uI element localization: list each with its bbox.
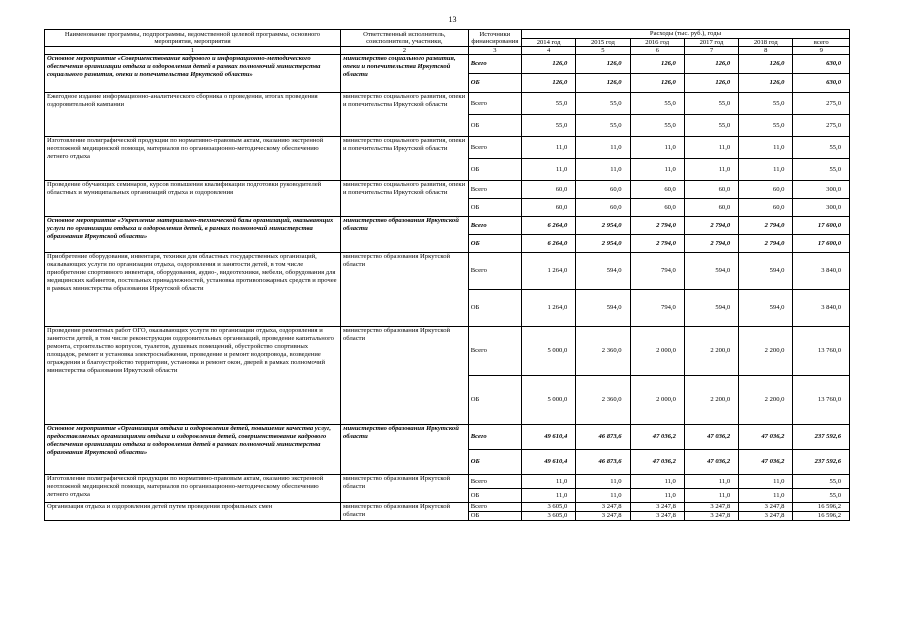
main-activity-name: Основное мероприятие «Организация отдыха и оздоровления детей, повышение качества услуг, предоставляемых организациями отдыха и оздоровления детей, совершенствование кадрового обеспечения организации отдыха и оздоровления детей в рамках полномочий министерства образования Иркутской области»: [45, 425, 341, 475]
funding-source-cell: Всего: [468, 503, 521, 512]
year-value-cell: 11,0: [521, 489, 575, 503]
year-value-cell: 2 794,0: [630, 217, 684, 235]
year-value-cell: 55,0: [521, 93, 575, 115]
funding-source-cell: Всего: [468, 217, 521, 235]
year-value-cell: 60,0: [739, 181, 793, 199]
year-value-cell: 55,0: [630, 115, 684, 137]
funding-source-cell: Всего: [468, 93, 521, 115]
year-value-cell: 1 264,0: [521, 253, 575, 290]
year-value-cell: 594,0: [739, 253, 793, 290]
year-value-cell: 3 247,8: [576, 512, 630, 521]
year-value-cell: 60,0: [630, 199, 684, 217]
year-value-cell: 60,0: [684, 199, 738, 217]
executor-cell: министерство социального развития, опеки и попечительства Иркутской области: [340, 137, 468, 181]
year-value-cell: 2 360,0: [576, 327, 630, 376]
year-value-cell: 126,0: [684, 74, 738, 93]
table-row: [45, 55, 850, 74]
year-value-cell: 2 200,0: [739, 327, 793, 376]
funding-source-cell: ОБ: [468, 512, 521, 521]
column-number: 1: [45, 47, 341, 55]
total-cell: 13 760,0: [793, 376, 850, 425]
header-year: 2016 год: [630, 38, 684, 47]
year-value-cell: 11,0: [576, 137, 630, 159]
table-row: [45, 503, 850, 512]
total-cell: 17 600,0: [793, 235, 850, 253]
year-value-cell: 11,0: [739, 137, 793, 159]
year-value-cell: 2 794,0: [739, 217, 793, 235]
year-value-cell: 2 200,0: [684, 376, 738, 425]
year-value-cell: 3 247,8: [630, 512, 684, 521]
year-value-cell: 60,0: [521, 199, 575, 217]
total-cell: 300,0: [793, 199, 850, 217]
total-cell: 3 840,0: [793, 253, 850, 290]
activity-name: Проведение обучающих семинаров, курсов повышения квалификации подготовки руководителей областных и муниципальных организаций отдыха и оздоровления: [45, 181, 341, 217]
total-cell: 630,0: [793, 74, 850, 93]
expenses-table: [44, 29, 850, 521]
year-value-cell: 11,0: [576, 159, 630, 181]
year-value-cell: 3 247,8: [630, 503, 684, 512]
column-number: 2: [340, 47, 468, 55]
year-value-cell: 3 247,8: [684, 512, 738, 521]
funding-source-cell: Всего: [468, 327, 521, 376]
executor-cell: министерство образования Иркутской области: [340, 217, 468, 253]
year-value-cell: 594,0: [684, 290, 738, 327]
year-value-cell: 55,0: [684, 115, 738, 137]
year-value-cell: 47 036,2: [739, 450, 793, 475]
year-value-cell: 55,0: [576, 115, 630, 137]
year-value-cell: 11,0: [630, 489, 684, 503]
total-cell: 17 600,0: [793, 217, 850, 235]
year-value-cell: 11,0: [521, 159, 575, 181]
year-value-cell: 11,0: [521, 137, 575, 159]
executor-cell: министерство образования Иркутской области: [340, 253, 468, 327]
funding-source-cell: ОБ: [468, 159, 521, 181]
funding-source-cell: ОБ: [468, 74, 521, 93]
table-row: [45, 475, 850, 489]
year-value-cell: 126,0: [739, 74, 793, 93]
total-cell: 275,0: [793, 115, 850, 137]
year-value-cell: 126,0: [630, 74, 684, 93]
year-value-cell: 2 000,0: [630, 376, 684, 425]
total-cell: 55,0: [793, 137, 850, 159]
activity-name: Изготовление полиграфической продукции по нормативно-правовым актам, оказанию экстренной неотложной медицинской помощи, материалов по организационно-методическому обеспечению летнего отдыха: [45, 475, 341, 503]
executor-cell: министерство образования Иркутской области: [340, 503, 468, 521]
column-number: 9: [793, 47, 850, 55]
year-value-cell: 1 264,0: [521, 290, 575, 327]
column-number: 8: [739, 47, 793, 55]
year-value-cell: 2 794,0: [630, 235, 684, 253]
year-value-cell: 55,0: [630, 93, 684, 115]
year-value-cell: 2 200,0: [739, 376, 793, 425]
year-value-cell: 3 247,8: [739, 512, 793, 521]
year-value-cell: 126,0: [684, 55, 738, 74]
total-cell: 16 596,2: [793, 512, 850, 521]
funding-source-cell: Всего: [468, 55, 521, 74]
year-value-cell: 11,0: [739, 489, 793, 503]
year-value-cell: 11,0: [576, 489, 630, 503]
year-value-cell: 6 264,0: [521, 235, 575, 253]
year-value-cell: 11,0: [630, 159, 684, 181]
year-value-cell: 2 954,0: [576, 235, 630, 253]
year-value-cell: 11,0: [630, 137, 684, 159]
executor-cell: министерство социального развития, опеки и попечительства Иркутской области: [340, 181, 468, 217]
activity-name: Изготовление полиграфической продукции по нормативно-правовым актам, оказанию экстренной неотложной медицинской помощи, материалов по организационно-методическому обеспечению летнего отдыха: [45, 137, 341, 181]
year-value-cell: 126,0: [576, 74, 630, 93]
year-value-cell: 46 873,6: [576, 450, 630, 475]
year-value-cell: 794,0: [630, 253, 684, 290]
year-value-cell: 2 954,0: [576, 217, 630, 235]
executor-cell: министерство образования Иркутской области: [340, 327, 468, 425]
year-value-cell: 126,0: [576, 55, 630, 74]
total-cell: 55,0: [793, 475, 850, 489]
header-year: 2018 год: [739, 38, 793, 47]
column-number: 4: [521, 47, 575, 55]
year-value-cell: 11,0: [630, 475, 684, 489]
year-value-cell: 47 036,2: [630, 425, 684, 450]
column-number: 3: [468, 47, 521, 55]
year-value-cell: 2 200,0: [684, 327, 738, 376]
table-row: [45, 93, 850, 115]
year-value-cell: 11,0: [684, 475, 738, 489]
executor-cell: министерство образования Иркутской области: [340, 425, 468, 475]
year-value-cell: 47 036,2: [684, 425, 738, 450]
year-value-cell: 5 000,0: [521, 376, 575, 425]
funding-source-cell: Всего: [468, 253, 521, 290]
year-value-cell: 2 000,0: [630, 327, 684, 376]
year-value-cell: 5 000,0: [521, 327, 575, 376]
total-cell: 55,0: [793, 489, 850, 503]
header-total: всего: [793, 38, 850, 47]
year-value-cell: 55,0: [576, 93, 630, 115]
table-row: [45, 217, 850, 235]
year-value-cell: 594,0: [576, 290, 630, 327]
year-value-cell: 594,0: [684, 253, 738, 290]
year-value-cell: 55,0: [684, 93, 738, 115]
year-value-cell: 594,0: [576, 253, 630, 290]
year-value-cell: 3 605,0: [521, 503, 575, 512]
page-number: 13: [448, 15, 457, 24]
funding-source-cell: ОБ: [468, 115, 521, 137]
executor-cell: министерство социального развития, опеки и попечительства Иркутской области: [340, 93, 468, 137]
funding-source-cell: Всего: [468, 475, 521, 489]
year-value-cell: 11,0: [684, 137, 738, 159]
funding-source-cell: ОБ: [468, 376, 521, 425]
year-value-cell: 3 247,8: [576, 503, 630, 512]
total-cell: 237 592,6: [793, 425, 850, 450]
table-row: [45, 253, 850, 290]
year-value-cell: 60,0: [684, 181, 738, 199]
table-row: [45, 137, 850, 159]
year-value-cell: 49 610,4: [521, 425, 575, 450]
year-value-cell: 60,0: [739, 199, 793, 217]
year-value-cell: 47 036,2: [739, 425, 793, 450]
funding-source-cell: ОБ: [468, 199, 521, 217]
table-row: [45, 327, 850, 376]
column-number: 7: [684, 47, 738, 55]
executor-cell: министерство образования Иркутской области: [340, 475, 468, 503]
year-value-cell: 49 610,4: [521, 450, 575, 475]
column-number: 5: [576, 47, 630, 55]
main-activity-name: Основное мероприятие «Укрепление материально-технической базы организаций, оказывающих услуги по организации отдыха и оздоровления детей, в рамках полномочий министерства образования Иркутской области»: [45, 217, 341, 253]
total-cell: 55,0: [793, 159, 850, 181]
year-value-cell: 60,0: [576, 181, 630, 199]
year-value-cell: 2 360,0: [576, 376, 630, 425]
year-value-cell: 11,0: [576, 475, 630, 489]
total-cell: 237 592,6: [793, 450, 850, 475]
year-value-cell: 11,0: [684, 159, 738, 181]
funding-source-cell: ОБ: [468, 290, 521, 327]
total-cell: 630,0: [793, 55, 850, 74]
activity-name: Ежегодное издание информационно-аналитического сборника о проведении, итогах проведения оздоровительной кампании: [45, 93, 341, 137]
year-value-cell: 11,0: [739, 159, 793, 181]
year-value-cell: 60,0: [521, 181, 575, 199]
total-cell: 3 840,0: [793, 290, 850, 327]
year-value-cell: 2 794,0: [739, 235, 793, 253]
year-value-cell: 6 264,0: [521, 217, 575, 235]
total-cell: 16 596,2: [793, 503, 850, 512]
year-value-cell: 2 794,0: [684, 235, 738, 253]
year-value-cell: 11,0: [521, 475, 575, 489]
year-value-cell: 55,0: [739, 93, 793, 115]
total-cell: 275,0: [793, 93, 850, 115]
year-value-cell: 794,0: [630, 290, 684, 327]
year-value-cell: 2 794,0: [684, 217, 738, 235]
header-year: 2014 год: [521, 38, 575, 47]
year-value-cell: 47 036,2: [630, 450, 684, 475]
year-value-cell: 126,0: [521, 55, 575, 74]
year-value-cell: 3 247,8: [684, 503, 738, 512]
executor-cell: министерство социального развития, опеки и попечительства Иркутской области: [340, 55, 468, 93]
table-row: [45, 425, 850, 450]
funding-source-cell: Всего: [468, 181, 521, 199]
main-activity-name: Основное мероприятие «Совершенствование кадрового и информационно-методического обеспечения организации отдыха и оздоровления детей в рамках полномочий министерства социального развития, опеки и попечительства Иркутской области»: [45, 55, 341, 93]
funding-source-cell: ОБ: [468, 235, 521, 253]
year-value-cell: 594,0: [739, 290, 793, 327]
year-value-cell: 126,0: [739, 55, 793, 74]
table-body: [45, 55, 850, 521]
activity-name: Проведение ремонтных работ ОГО, оказывающих услуги по организации отдыха, оздоровления и занятости детей, в том числе реконструкция оздоровительных организаций, проведение капитального ремонта, строительство корпусов, туалетов, душевых помещений, обустройство спортивных площадок, ремонт и установка электроснабжения, проведение и ремонт водопровода, возведение ограждения и благоустройство территории, установка и ремонт окон, дверей в рамках полномочий министерства образования Иркутской области: [45, 327, 341, 425]
year-value-cell: 46 873,6: [576, 425, 630, 450]
year-value-cell: 60,0: [630, 181, 684, 199]
header-executor: Ответственный исполнитель, соисполнители, участники,: [340, 30, 468, 47]
year-value-cell: 126,0: [521, 74, 575, 93]
column-number: 6: [630, 47, 684, 55]
year-value-cell: 11,0: [739, 475, 793, 489]
activity-name: Организация отдыха и оздоровления детей путем проведения профильных смен: [45, 503, 341, 521]
funding-source-cell: Всего: [468, 425, 521, 450]
header-year: 2017 год: [684, 38, 738, 47]
year-value-cell: 47 036,2: [684, 450, 738, 475]
year-value-cell: 11,0: [684, 489, 738, 503]
year-value-cell: 3 605,0: [521, 512, 575, 521]
header-expenses: Расходы (тыс. руб.), годы: [521, 30, 849, 39]
funding-source-cell: ОБ: [468, 450, 521, 475]
year-value-cell: 55,0: [739, 115, 793, 137]
header-year: 2015 год: [576, 38, 630, 47]
year-value-cell: 55,0: [521, 115, 575, 137]
funding-source-cell: Всего: [468, 137, 521, 159]
table-row: [45, 181, 850, 199]
year-value-cell: 60,0: [576, 199, 630, 217]
total-cell: 300,0: [793, 181, 850, 199]
header-name: Наименование программы, подпрограммы, ведомственной целевой программы, основного мероприятия, мероприятия: [45, 30, 341, 47]
year-value-cell: 3 247,8: [739, 503, 793, 512]
funding-source-cell: ОБ: [468, 489, 521, 503]
header-source: Источники финансирования: [468, 30, 521, 47]
activity-name: Приобретение оборудования, инвентаря, техники для областных государственных организаций, оказывающих услуги по организации отдыха, оздоровления и занятости детей, в том числе приобретение спортивного инвентаря, оборудования, аудио-, видеотехники, мебели, оборудования для медицинских кабинетов, постельных принадлежностей, установка противопожарных средств и прочее в рамках министерства образования Иркутской области: [45, 253, 341, 327]
year-value-cell: 126,0: [630, 55, 684, 74]
total-cell: 13 760,0: [793, 327, 850, 376]
